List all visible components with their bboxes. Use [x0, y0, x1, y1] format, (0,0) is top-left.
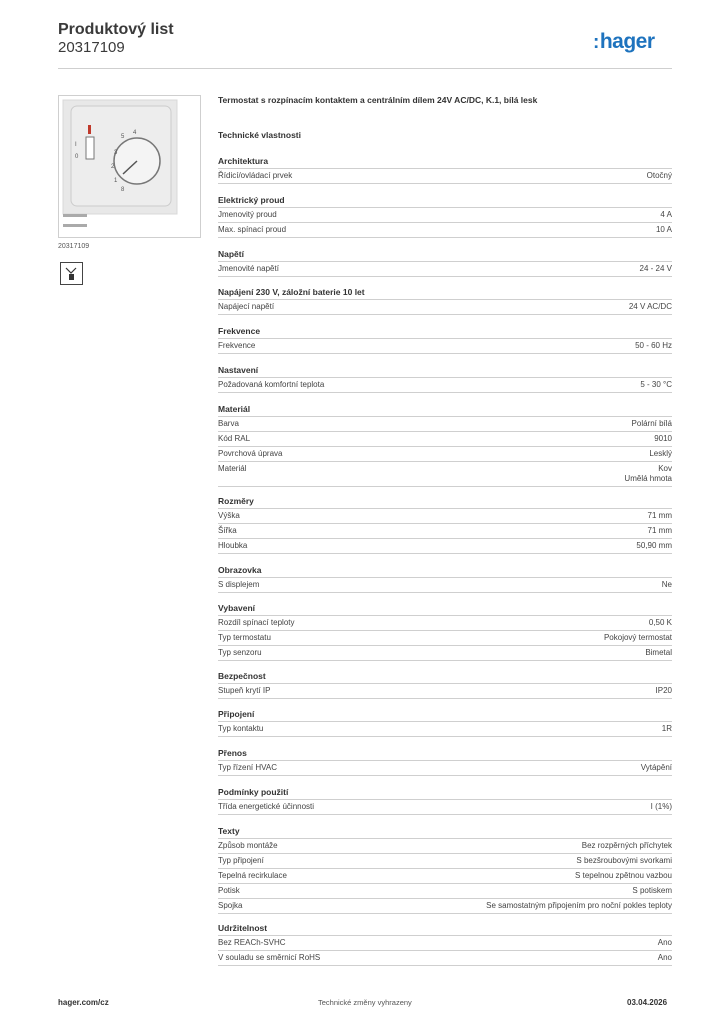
- property-value-line: I (1%): [650, 802, 672, 811]
- property-value-line: S bezšroubovými svorkami: [576, 856, 672, 865]
- property-row: [218, 950, 672, 966]
- section: [218, 495, 672, 554]
- property-value-line: Lesklý: [649, 449, 672, 458]
- property-value: [651, 802, 672, 812]
- property-label: Frekvence: [218, 341, 256, 350]
- section-title: Rozměry: [218, 496, 254, 506]
- property-value-line: 9010: [654, 434, 672, 443]
- property-label: Materiál: [218, 464, 247, 473]
- property-row: [218, 799, 672, 815]
- property-value: [658, 938, 672, 948]
- property-value-line: Ano: [657, 953, 672, 962]
- property-label: Hloubka: [218, 541, 248, 550]
- property-value-line: 24 - 24 V: [639, 264, 672, 273]
- property-row: [218, 416, 672, 431]
- section-title: Frekvence: [218, 326, 261, 336]
- section-title: Napájení 230 V, záložní baterie 10 let: [218, 287, 365, 297]
- property-label: Řídicí/ovládací prvek: [218, 171, 293, 180]
- property-value: [635, 341, 672, 351]
- property-row: [218, 683, 672, 699]
- section-title: Vybavení: [218, 603, 256, 613]
- property-row: [218, 721, 672, 737]
- footer-disclaimer: Technické změny vyhrazeny: [318, 998, 412, 1007]
- property-value: [654, 434, 672, 444]
- property-label: V souladu se směrnicí RoHS: [218, 953, 321, 962]
- property-row: [218, 935, 672, 950]
- property-label: Typ řízení HVAC: [218, 763, 277, 772]
- property-value-line: 50,90 mm: [636, 541, 672, 550]
- section: [218, 602, 672, 661]
- section: [218, 922, 672, 966]
- property-row: [218, 168, 672, 184]
- section-title: Napětí: [218, 249, 244, 259]
- section: [218, 564, 672, 593]
- hager-logo: :hager: [593, 30, 655, 53]
- section: [218, 364, 672, 393]
- property-value-line: 71 mm: [647, 511, 672, 520]
- property-value-line: 5 - 30 °C: [640, 380, 672, 389]
- product-image: [58, 95, 201, 238]
- property-value-line: 50 - 60 Hz: [635, 341, 672, 350]
- property-value: [649, 449, 672, 459]
- property-row: [218, 645, 672, 661]
- property-label: Spojka: [218, 901, 243, 910]
- section-title: Podmínky použití: [218, 787, 289, 797]
- property-value-line: Bez rozpěrných příchytek: [581, 841, 672, 850]
- section: [218, 825, 672, 914]
- property-label: Bez REACh-SVHC: [218, 938, 286, 947]
- property-row: [218, 883, 672, 898]
- property-label: Tepelná recirkulace: [218, 871, 287, 880]
- property-value: [641, 763, 672, 773]
- property-value-line: Umělá hmota: [624, 474, 672, 483]
- property-label: Max. spínací proud: [218, 225, 287, 234]
- section-title: Udržitelnost: [218, 923, 268, 933]
- svg-text:3: 3: [114, 150, 118, 156]
- property-value: [662, 580, 672, 590]
- property-value: [629, 302, 672, 312]
- property-row: [218, 207, 672, 222]
- property-value: [640, 264, 672, 274]
- property-label: Kód RAL: [218, 434, 251, 443]
- section: [218, 325, 672, 354]
- property-label: Stupeň krytí IP: [218, 686, 271, 695]
- property-value: [632, 886, 672, 896]
- property-row: [218, 615, 672, 630]
- property-row: [218, 853, 672, 868]
- svg-text:I: I: [75, 142, 77, 148]
- svg-text:0: 0: [75, 154, 79, 160]
- property-value: [656, 225, 672, 235]
- property-row: [218, 538, 672, 554]
- property-label: Barva: [218, 419, 239, 428]
- section-title: Elektrický proud: [218, 195, 285, 205]
- property-label: Výška: [218, 511, 240, 520]
- logo-dots-icon: :: [593, 32, 599, 53]
- section-title: Texty: [218, 826, 240, 836]
- section: [218, 670, 672, 699]
- section: [218, 155, 672, 184]
- section: [218, 708, 672, 737]
- property-value-line: 24 V AC/DC: [628, 302, 672, 311]
- property-label: Typ připojení: [218, 856, 264, 865]
- property-value: [640, 380, 672, 390]
- property-value-line: Otočný: [646, 171, 672, 180]
- property-row: [218, 838, 672, 853]
- image-caption: 20317109: [58, 243, 90, 250]
- property-row: [218, 222, 672, 238]
- property-value: [656, 686, 672, 696]
- property-value: [486, 901, 672, 911]
- tech-properties-heading: Technické vlastnosti: [218, 130, 301, 140]
- property-row: [218, 760, 672, 776]
- property-label: Třída energetické účinnosti: [218, 802, 315, 811]
- property-value: [636, 541, 672, 551]
- property-row: [218, 299, 672, 315]
- property-label: Rozdíl spínací teploty: [218, 618, 295, 627]
- property-row: [218, 377, 672, 393]
- property-value-line: 10 A: [655, 225, 672, 234]
- property-label: Způsob montáže: [218, 841, 278, 850]
- svg-text:8: 8: [121, 187, 125, 193]
- property-row: [218, 630, 672, 645]
- property-label: S displejem: [218, 580, 260, 589]
- property-label: Šířka: [218, 526, 237, 535]
- property-value: [649, 618, 672, 628]
- property-value-line: 4 A: [660, 210, 672, 219]
- property-row: [218, 261, 672, 277]
- property-value-line: IP20: [655, 686, 672, 695]
- header-divider: [58, 68, 672, 69]
- property-row: [218, 523, 672, 538]
- product-number: 20317109: [58, 39, 125, 56]
- property-row: [218, 508, 672, 523]
- property-value-line: Ano: [657, 938, 672, 947]
- property-value: [624, 464, 672, 484]
- section: [218, 747, 672, 776]
- svg-text:5: 5: [121, 134, 125, 140]
- property-value-line: Pokojový termostat: [603, 633, 672, 642]
- property-label: Povrchová úprava: [218, 449, 283, 458]
- property-value: [576, 856, 672, 866]
- section-title: Materiál: [218, 404, 251, 414]
- property-row: [218, 446, 672, 461]
- section: [218, 194, 672, 238]
- property-label: Typ termostatu: [218, 633, 271, 642]
- property-label: Typ kontaktu: [218, 724, 264, 733]
- product-description: Termostat s rozpínacím kontaktem a centrálním dílem 24V AC/DC, K.1, bílá lesk: [218, 95, 538, 105]
- property-value-line: S potiskem: [632, 886, 672, 895]
- property-value-line: 71 mm: [647, 526, 672, 535]
- property-row: [218, 431, 672, 446]
- property-value-line: Bimetal: [645, 648, 672, 657]
- property-row: [218, 338, 672, 354]
- footer-website: hager.com/cz: [58, 998, 109, 1007]
- property-value: [645, 648, 672, 658]
- property-row: [218, 461, 672, 487]
- property-row: [218, 898, 672, 914]
- section-title: Přenos: [218, 748, 247, 758]
- property-value: [575, 871, 672, 881]
- property-label: Typ senzoru: [218, 648, 262, 657]
- property-value: [604, 633, 672, 643]
- page-title: Produktový list: [58, 21, 174, 38]
- property-value-line: 0,50 K: [648, 618, 672, 627]
- property-label: Požadovaná komfortní teplota: [218, 380, 325, 389]
- property-value-line: Se samostatným připojením pro noční pokles teploty: [486, 901, 672, 910]
- property-value: [647, 171, 672, 181]
- property-value: [648, 526, 672, 536]
- section-title: Bezpečnost: [218, 671, 266, 681]
- property-label: Potisk: [218, 886, 240, 895]
- property-label: Napájecí napětí: [218, 302, 275, 311]
- property-value-line: Ne: [661, 580, 672, 589]
- svg-text:2: 2: [111, 164, 115, 170]
- electrician-install-icon: [60, 262, 83, 285]
- svg-text:1: 1: [114, 178, 118, 184]
- property-label: Jmenovitý proud: [218, 210, 277, 219]
- property-value-line: 1R: [661, 724, 672, 733]
- section: [218, 786, 672, 815]
- thermostat-illustration-icon: [59, 96, 200, 237]
- property-row: [218, 868, 672, 883]
- property-value-line: Kov: [658, 464, 672, 473]
- section: [218, 248, 672, 277]
- property-value-line: Vytápění: [640, 763, 672, 772]
- property-value: [660, 210, 672, 220]
- property-value: [662, 724, 672, 734]
- section-title: Architektura: [218, 156, 269, 166]
- footer-date: 03.04.2026: [627, 998, 668, 1007]
- section: [218, 403, 672, 487]
- property-value-line: Polární bílá: [631, 419, 672, 428]
- property-value: [582, 841, 672, 851]
- property-row: [218, 577, 672, 593]
- property-value-line: S tepelnou zpětnou vazbou: [575, 871, 672, 880]
- property-label: Jmenovité napětí: [218, 264, 279, 273]
- property-value: [648, 511, 672, 521]
- property-value: [658, 953, 672, 963]
- svg-text:4: 4: [133, 130, 137, 136]
- section-title: Obrazovka: [218, 565, 262, 575]
- section: [218, 286, 672, 315]
- section-title: Připojení: [218, 709, 255, 719]
- property-value: [632, 419, 672, 429]
- section-title: Nastavení: [218, 365, 259, 375]
